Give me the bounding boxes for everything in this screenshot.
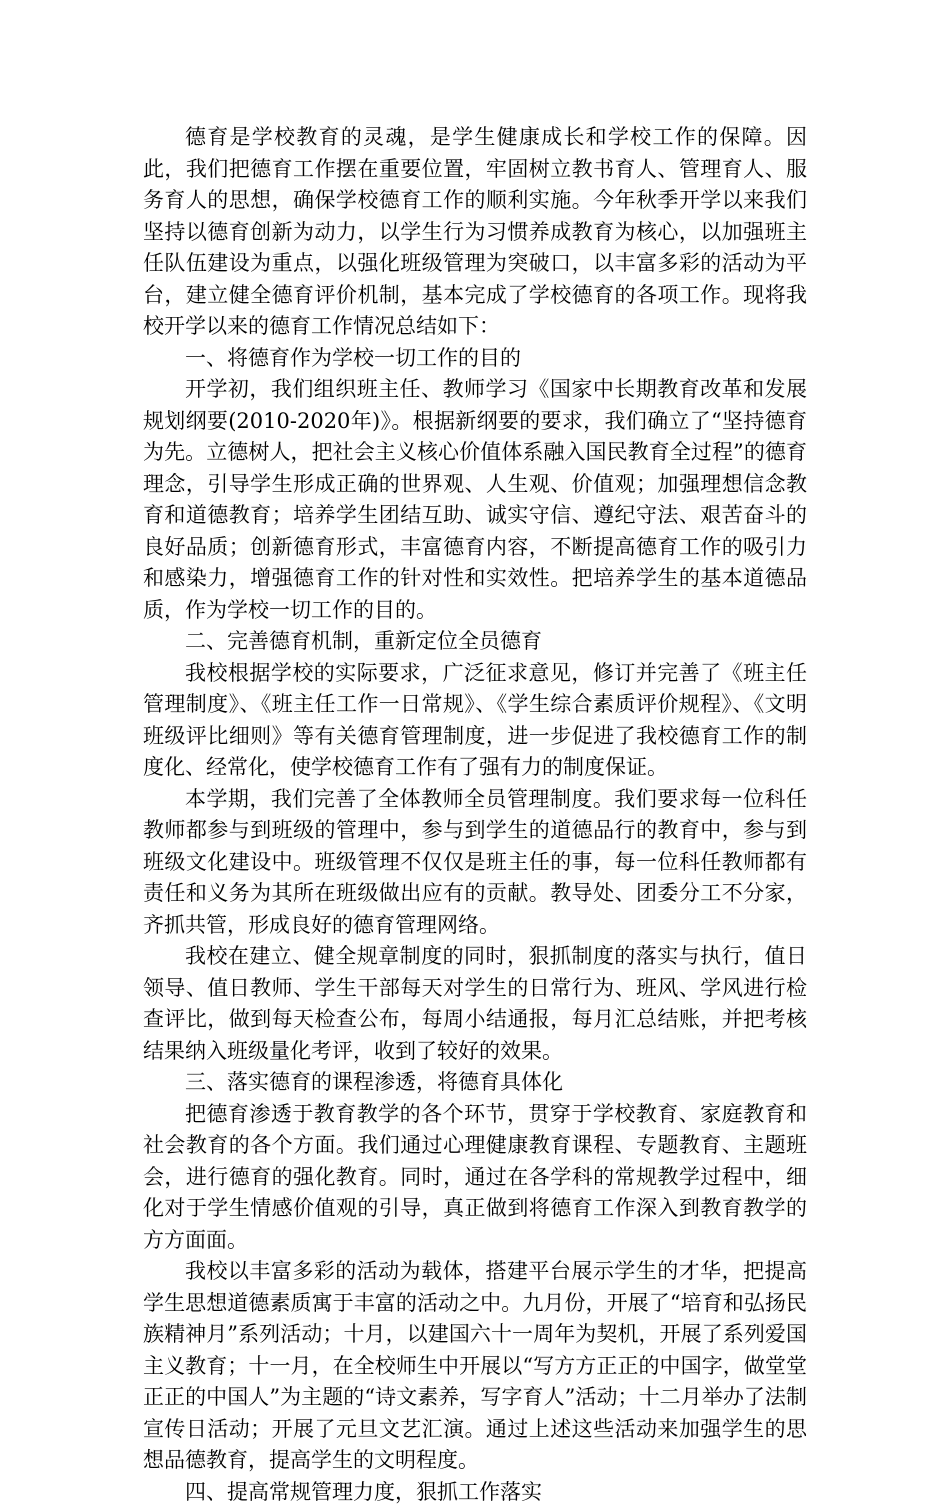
paragraph: 我校以丰富多彩的活动为载体，搭建平台展示学生的才华，把提高学生思想道德素质寓于丰富的活动之中。九月份，开展了“培育和弘扬民族精神月”系列活动；十月，以建国六十一周年为契机，开展了系列爱国主义教育；十一月，在全校师生中开展以“写方方正正的中国字，做堂堂正正的中国人”为主题的“诗文素养，写字育人”活动；十二月举办了法制宣传日活动；开展了元旦文艺汇演。通过上述这些活动来加强学生的思想品德教育，提高学生的文明程度。 [143,1256,807,1477]
document-body [143,122,807,1508]
section-heading-3: 三、落实德育的课程渗透，将德育具体化 [143,1067,807,1099]
paragraph: 我校根据学校的实际要求，广泛征求意见，修订并完善了《班主任管理制度》、《班主任工作一日常规》、《学生综合素质评价规程》、《文明班级评比细则》等有关德育管理制度，进一步促进了我校德育工作的制度化、经常化，使学校德育工作有了强有力的制度保证。 [143,658,807,784]
section-heading-4: 四、提高常规管理力度，狠抓工作落实 [143,1477,807,1508]
paragraph: 开学初，我们组织班主任、教师学习《国家中长期教育改革和发展规划纲要(2010-2020年)》。根据新纲要的要求，我们确立了“坚持德育为先。立德树人，把社会主义核心价值体系融入国民教育全过程”的德育理念，引导学生形成正确的世界观、人生观、价值观；加强理想信念教育和道德教育；培养学生团结互助、诚实守信、遵纪守法、艰苦奋斗的良好品质；创新德育形式，丰富德育内容，不断提高德育工作的吸引力和感染力，增强德育工作的针对性和实效性。把培养学生的基本道德品质，作为学校一切工作的目的。 [143,374,807,626]
paragraph: 把德育渗透于教育教学的各个环节，贯穿于学校教育、家庭教育和社会教育的各个方面。我们通过心理健康教育课程、专题教育、主题班会，进行德育的强化教育。同时，通过在各学科的常规教学过程中，细化对于学生情感价值观的引导，真正做到将德育工作深入到教育教学的方方面面。 [143,1099,807,1257]
paragraph: 我校在建立、健全规章制度的同时，狠抓制度的落实与执行，值日领导、值日教师、学生干部每天对学生的日常行为、班风、学风进行检查评比，做到每天检查公布，每周小结通报，每月汇总结账，并把考核结果纳入班级量化考评，收到了较好的效果。 [143,941,807,1067]
section-heading-2: 二、完善德育机制，重新定位全员德育 [143,626,807,658]
section-heading-1: 一、将德育作为学校一切工作的目的 [143,343,807,375]
paragraph: 本学期，我们完善了全体教师全员管理制度。我们要求每一位科任教师都参与到班级的管理中，参与到学生的道德品行的教育中，参与到班级文化建设中。班级管理不仅仅是班主任的事，每一位科任教师都有责任和义务为其所在班级做出应有的贡献。教导处、团委分工不分家，齐抓共管，形成良好的德育管理网络。 [143,784,807,942]
paragraph-intro: 德育是学校教育的灵魂，是学生健康成长和学校工作的保障。因此，我们把德育工作摆在重要位置，牢固树立教书育人、管理育人、服务育人的思想，确保学校德育工作的顺利实施。今年秋季开学以来我们坚持以德育创新为动力，以学生行为习惯养成教育为核心，以加强班主任队伍建设为重点，以强化班级管理为突破口，以丰富多彩的活动为平台，建立健全德育评价机制，基本完成了学校德育的各项工作。现将我校开学以来的德育工作情况总结如下： [143,122,807,343]
